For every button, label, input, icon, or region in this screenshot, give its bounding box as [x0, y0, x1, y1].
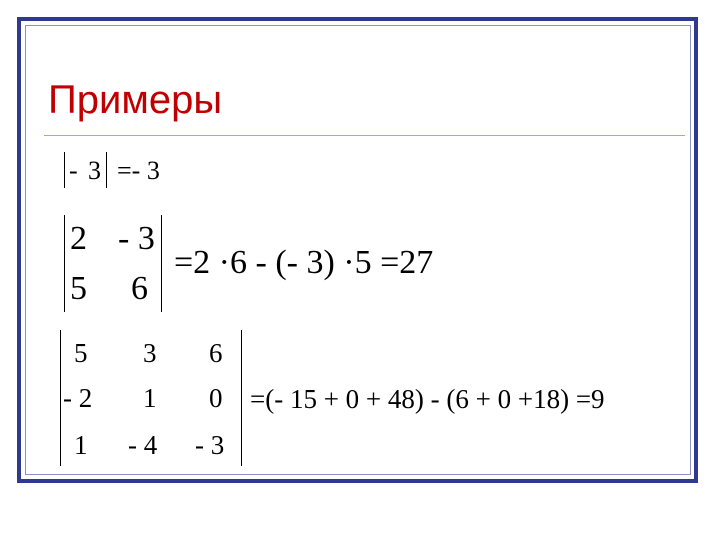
det3-cell-r2c2: 1	[143, 383, 157, 413]
abs-value: 3	[88, 156, 101, 185]
det3-cell-r1c3: 6	[209, 338, 223, 368]
abs-bar-left	[64, 152, 65, 188]
slide-title: Примеры	[48, 78, 223, 122]
abs-bar-right	[106, 152, 107, 188]
det2-result: =2 ·6 - (- 3) ·5 =27	[174, 244, 434, 281]
det2-cell-r2c1: 5	[70, 270, 87, 307]
det3-result: =(- 15 + 0 + 48) - (6 + 0 +18) =9	[250, 384, 605, 414]
det3-cell-r1c1: 5	[74, 338, 88, 368]
abs-minus: -	[69, 156, 78, 185]
det3-cell-r1c2: 3	[143, 338, 157, 368]
det3-bar-right	[241, 330, 242, 466]
det3-cell-r2c3: 0	[209, 383, 223, 413]
det2-cell-r1c2: - 3	[118, 220, 155, 257]
det2-cell-r2c2: 6	[131, 270, 148, 307]
det3-cell-r2c1: - 2	[63, 383, 93, 413]
det3-bar-left	[60, 330, 61, 466]
det3-cell-r3c3: - 3	[195, 430, 225, 460]
det2-bar-left	[64, 215, 65, 312]
det2-cell-r1c1: 2	[70, 220, 87, 257]
det2-bar-right	[161, 215, 162, 312]
abs-result: =- 3	[117, 156, 160, 185]
title-divider	[44, 135, 685, 136]
det3-cell-r3c1: 1	[74, 430, 88, 460]
det3-cell-r3c2: - 4	[128, 430, 158, 460]
